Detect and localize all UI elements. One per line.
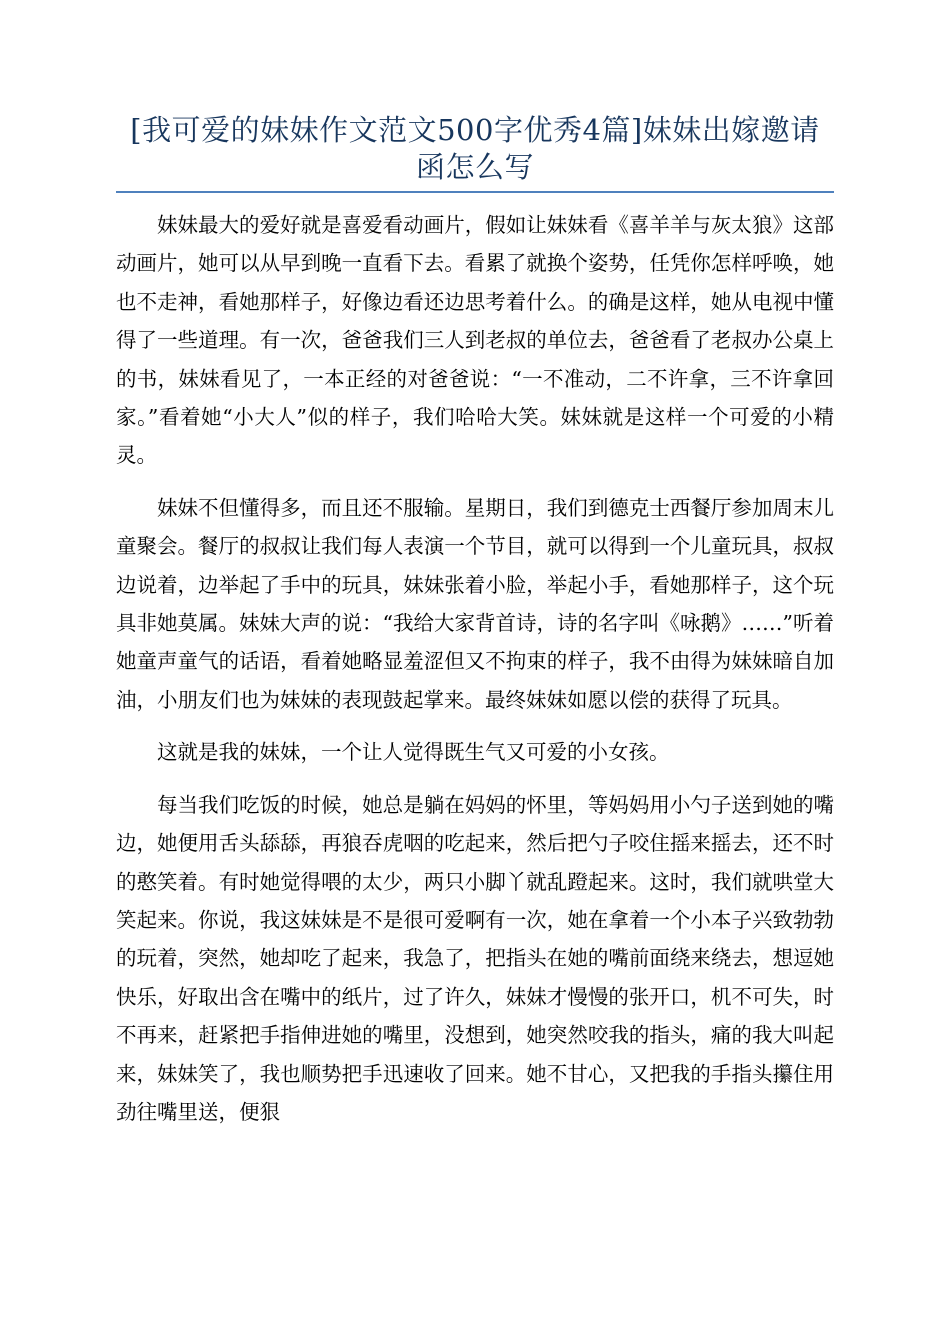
- document-title: [我可爱的妹妹作文范文500字优秀4篇]妹妹出嫁邀请函怎么写: [130, 113, 820, 184]
- paragraph-3: 这就是我的妹妹，一个让人觉得既生气又可爱的小女孩。: [157, 740, 670, 765]
- paragraph-2: 妹妹不但懂得多，而且还不服输。星期日，我们到德克士西餐厅参加周末儿童聚会。餐厅的叔叔让我们每人表演一个节目，就可以得到一个儿童玩具，叔叔边说着，边举起了手中的玩具，妹妹张着小脸，举起小手，看她那样子，这个玩具非她莫属。妹妹大声的说：“我给大家背首诗，诗的名字叫《咏鹅》……”听着她童声童气的话语，看着她略显羞涩但又不拘束的样子，我不由得为妹妹暗自加油，小朋友们也为妹妹的表现鼓起掌来。最终妹妹如愿以偿的获得了玩具。: [116, 495, 834, 712]
- document-body: [116, 206, 834, 1145]
- paragraph-1: 妹妹最大的爱好就是喜爱看动画片，假如让妹妹看《喜羊羊与灰太狼》这部动画片，她可以从早到晚一直看下去。看累了就换个姿势，任凭你怎样呼唤，她也不走神，看她那样子，好像边看还边思考着什么。的确是这样，她从电视中懂得了一些道理。有一次，爸爸我们三人到老叔的单位去，爸爸看了老叔办公桌上的书，妹妹看见了，一本正经的对爸爸说：“一不准动，二不许拿，三不许拿回家。”看着她“小大人”似的样子，我们哈哈大笑。妹妹就是这样一个可爱的小精灵。: [116, 213, 834, 468]
- paragraph-4: 每当我们吃饭的时候，她总是躺在妈妈的怀里，等妈妈用小勺子送到她的嘴边，她便用舌头舔舔，再狼吞虎咽的吃起来，然后把勺子咬住摇来摇去，还不时的憨笑着。有时她觉得喂的太少，两只小脚丫就乱蹬起来。这时，我们就哄堂大笑起来。你说，我这妹妹是不是很可爱啊有一次，她在拿着一个小本子兴致勃勃的玩着，突然，她却吃了起来，我急了，把指头在她的嘴前面绕来绕去，想逗她快乐，好取出含在嘴中的纸片，过了许久，妹妹才慢慢的张开口，机不可失，时不再来，赶紧把手指伸进她的嘴里，没想到，她突然咬我的指头，痛的我大叫起来，妹妹笑了，我也顺势把手迅速收了回来。她不甘心，又把我的手指头攥住用劲往嘴里送，便狠: [116, 792, 834, 1124]
- title-block: [116, 112, 834, 193]
